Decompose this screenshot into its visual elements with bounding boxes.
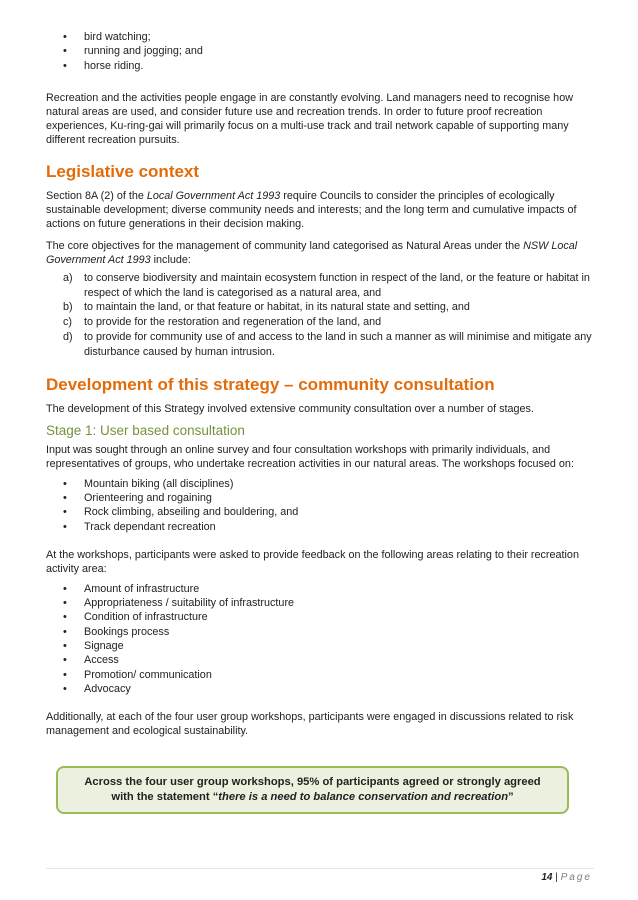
legislative-paragraph-1: Section 8A (2) of the Local Government Act 1993 require Councils to consider the principles of ecologically sustainable development; diverse community needs and interests; and the long term and cumulative impacts of actions on future generations in their decision making.: [46, 189, 577, 230]
callout-line-2: with the statement “there is a need to balance conservation and recreation”: [111, 791, 514, 803]
list-item: • Advocacy: [46, 682, 594, 696]
stage1-paragraph: Input was sought through an online survey and four consultation workshops with primarily individuals, and representatives of groups, who undertake recreation activities in our natural areas. The workshops focused on:: [46, 443, 574, 470]
list-item: • Bookings process: [46, 625, 594, 639]
list-item: • Amount of infrastructure: [46, 582, 594, 596]
objectives-list: [46, 271, 594, 360]
page-label: Page: [560, 872, 592, 883]
list-item: • Rock climbing, abseiling and bouldering, and: [46, 505, 594, 519]
feedback-paragraph: At the workshops, participants were asked to provide feedback on the following areas relating to their recreation activity area:: [46, 548, 579, 575]
list-item: a) to conserve biodiversity and maintain ecosystem function in respect of the land, or the feature or habitat in respect of which the land is categorised as a natural area, and: [63, 271, 590, 299]
development-intro: The development of this Strategy involved extensive community consultation over a number of stages.: [46, 402, 534, 415]
focus-bullet-list: [46, 477, 594, 534]
list-item: • horse riding.: [46, 59, 594, 73]
list-item: • Orienteering and rogaining: [46, 491, 594, 505]
statistic-callout: [56, 766, 569, 814]
list-item: • Promotion/ communication: [46, 668, 594, 682]
development-heading: Development of this strategy – community consultation: [46, 374, 495, 394]
callout-line-1: Across the four user group workshops, 95% of participants agreed or strongly agreed: [84, 776, 541, 788]
list-item: • Access: [46, 653, 594, 667]
page-footer: [541, 872, 592, 883]
intro-bullet-list: [46, 30, 594, 73]
list-item: • bird watching;: [46, 30, 594, 44]
legislative-paragraph-2: The core objectives for the management of community land categorised as Natural Areas under the NSW Local Government Act 1993 include:: [46, 239, 578, 266]
list-item: b) to maintain the land, or that feature or habitat, in its natural state and setting, and: [63, 301, 470, 314]
page-number: 14: [541, 872, 553, 883]
legislative-heading: Legislative context: [46, 161, 200, 181]
additional-paragraph: Additionally, at each of the four user group workshops, participants were engaged in discussions related to risk management and ecological sustainability.: [46, 711, 574, 738]
recreation-paragraph: Recreation and the activities people engage in are constantly evolving. Land managers need to recognise how natural areas are used, and consider future use and recreation trends. In order to future proof recreation experiences, Ku-ring-gai will primarily focus on a multi-use track and trail network capable of supporting many different recreation pursuits.: [46, 91, 573, 146]
document-page: [46, 30, 594, 744]
list-item: • Condition of infrastructure: [46, 610, 594, 624]
feedback-bullet-list: [46, 582, 594, 696]
list-item: d) to provide for community use of and access to the land in such a manner as will minimise and mitigate any disturbance caused by human intrusion.: [63, 331, 592, 358]
stage1-heading: Stage 1: User based consultation: [46, 422, 245, 438]
list-item: • Signage: [46, 639, 594, 653]
list-item: • Appropriateness / suitability of infrastructure: [46, 596, 594, 610]
list-item: • Track dependant recreation: [46, 520, 594, 534]
footer-separator: |: [552, 872, 561, 883]
list-item: • Mountain biking (all disciplines): [46, 477, 594, 491]
list-item: • running and jogging; and: [46, 44, 594, 58]
footer-divider: [46, 868, 594, 869]
list-item: c) to provide for the restoration and regeneration of the land, and: [63, 316, 382, 329]
